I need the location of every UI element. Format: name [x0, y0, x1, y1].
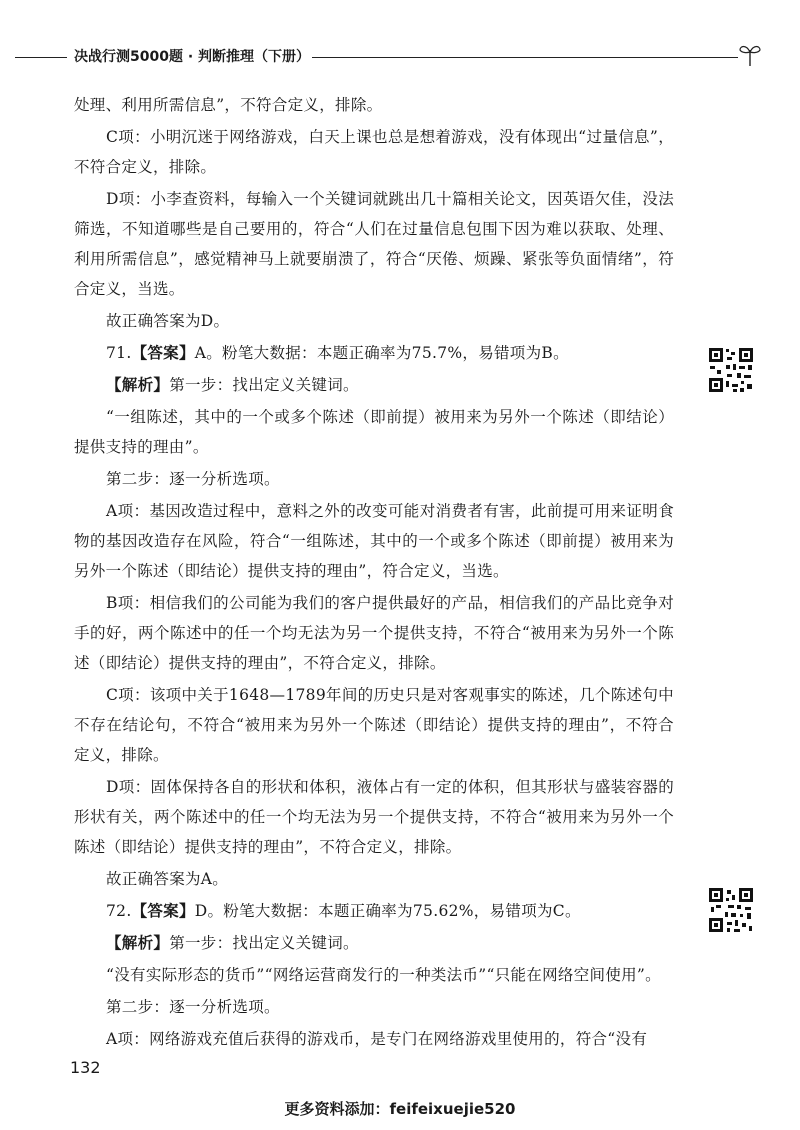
paragraph	[74, 464, 674, 494]
section-tag: 【答案】	[131, 901, 195, 920]
paragraph	[74, 402, 674, 462]
paragraph-text: 第二步：逐一分析选项。	[106, 470, 280, 488]
paragraph-text: “没有实际形态的货币”“网络运营商发行的一种类法币”“只能在网络空间使用”。	[106, 966, 661, 984]
paragraph	[74, 896, 674, 926]
paragraph-text: 故正确答案为A。	[106, 870, 229, 888]
sprout-icon	[736, 40, 764, 68]
paragraph-text: “一组陈述，其中的一个或多个陈述（即前提）被用来为另外一个陈述（即结论）提供支持的理由”。	[74, 408, 674, 456]
paragraph-text: C项：小明沉迷于网络游戏，白天上课也总是想着游戏，没有体现出“过量信息”，不符合定义，排除。	[74, 128, 674, 176]
paragraph	[74, 370, 674, 400]
paragraph-text: 处理、利用所需信息”，不符合定义，排除。	[74, 96, 383, 114]
paragraph-text: D。粉笔大数据：本题正确率为75.62%，易错项为C。	[194, 902, 581, 920]
section-tag: 【答案】	[131, 343, 195, 362]
paragraph	[74, 184, 674, 304]
header-rule-right	[312, 57, 738, 58]
paragraph-text: A项：网络游戏充值后获得的游戏币，是专门在网络游戏里使用的，符合“没有	[106, 1030, 648, 1048]
paragraph	[74, 90, 674, 120]
paragraph-text: C项：该项中关于1648—1789年间的历史只是对客观事实的陈述，几个陈述句中不存在结论句，不符合“被用来为另外一个陈述（即结论）提供支持的理由”，不符合定义，排除。	[74, 686, 674, 764]
paragraph	[74, 864, 674, 894]
paragraph-text: 故正确答案为D。	[106, 312, 230, 330]
page-number: 132	[70, 1058, 101, 1077]
paragraph-text: B项：相信我们的公司能为我们的客户提供最好的产品，相信我们的产品比竞争对手的好，两个陈述中的任一个均无法为另一个提供支持，不符合“被用来为另外一个陈述（即结论）提供支持的理由”，不符合定义，排除。	[74, 594, 674, 672]
paragraph	[74, 772, 674, 862]
paragraph-text: 第一步：找出定义关键词。	[169, 376, 359, 394]
footer-note: 更多资料添加：feifeixuejie520	[284, 1100, 516, 1118]
paragraph	[74, 306, 674, 336]
paragraph	[74, 680, 674, 770]
paragraph	[74, 992, 674, 1022]
paragraph-text: D项：小李查资料，每输入一个关键词就跳出几十篇相关论文，因英语欠佳，没法筛选，不知道哪些是自己要用的，符合“人们在过量信息包围下因为难以获取、处理、利用所需信息”，感觉精神马上就要崩溃了，符合“厌倦、烦躁、紧张等负面情绪”，符合定义，当选。	[74, 190, 674, 298]
paragraph	[74, 960, 674, 990]
section-tag: 【解析】	[106, 375, 170, 394]
question-number: 71.	[106, 344, 132, 362]
question-number: 72.	[106, 902, 132, 920]
paragraph	[74, 1024, 674, 1054]
paragraph-text: 第二步：逐一分析选项。	[106, 998, 280, 1016]
paragraph-text: 第一步：找出定义关键词。	[169, 934, 359, 952]
page-body	[74, 90, 674, 1056]
paragraph	[74, 928, 674, 958]
paragraph	[74, 588, 674, 678]
paragraph	[74, 338, 674, 368]
paragraph-text: A。粉笔大数据：本题正确率为75.7%，易错项为B。	[194, 344, 569, 362]
running-header	[0, 40, 800, 80]
qr-code-icon	[707, 346, 755, 394]
header-rule-left	[15, 57, 67, 58]
qr-code-icon	[707, 886, 755, 934]
book-title: 决战行测5000题 · 判断推理（下册）	[74, 49, 311, 65]
section-tag: 【解析】	[106, 933, 170, 952]
paragraph	[74, 496, 674, 586]
paragraph	[74, 122, 674, 182]
paragraph-text: A项：基因改造过程中，意料之外的改变可能对消费者有害，此前提可用来证明食物的基因改造存在风险，符合“一组陈述，其中的一个或多个陈述（即前提）被用来为另外一个陈述（即结论）提供支持的理由”，符合定义，当选。	[74, 502, 674, 580]
paragraph-text: D项：固体保持各自的形状和体积，液体占有一定的体积，但其形状与盛装容器的形状有关，两个陈述中的任一个均无法为另一个提供支持，不符合“被用来为另外一个陈述（即结论）提供支持的理由”，不符合定义，排除。	[74, 778, 674, 856]
